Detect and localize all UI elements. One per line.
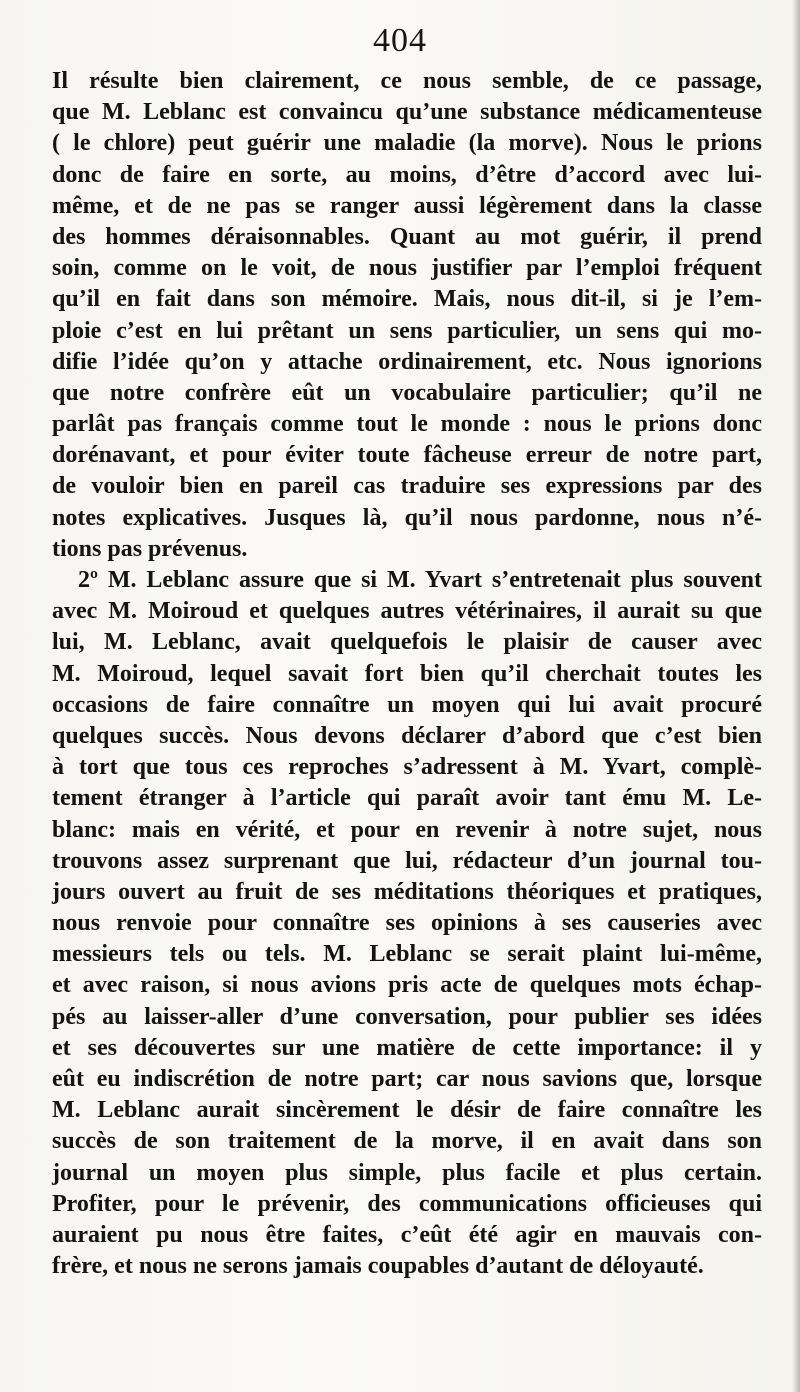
page-edge-shadow	[792, 0, 800, 1392]
text-line: dorénavant, et pour éviter toute fâcheuse erreur de notre part,	[52, 442, 762, 469]
text-line: difie l’idée qu’on y attache ordinairement, etc. Nous ignorions	[52, 348, 762, 375]
text-line: nous renvoie pour connaître ses opinions à ses causeries avec	[52, 910, 762, 937]
text-line: même, et de ne pas se ranger aussi légèrement dans la classe	[52, 192, 762, 219]
text-line: que notre confrère eût un vocabulaire particulier; qu’il ne	[52, 379, 762, 406]
text-line: notes explicatives. Jusques là, qu’il nous pardonne, nous n’é-	[52, 504, 762, 531]
text-line: Profiter, pour le prévenir, des communications officieuses qui	[52, 1190, 762, 1217]
text-line: M. Moiroud, lequel savait fort bien qu’il cherchait toutes les	[52, 660, 762, 687]
text-line: frère, et nous ne serons jamais coupables d’autant de déloyauté.	[52, 1253, 704, 1280]
text-line: jours ouvert au fruit de ses méditations théoriques et pratiques,	[52, 878, 762, 905]
text-line: pés au laisser-aller d’une conversation, pour publier ses idées	[52, 1003, 762, 1030]
text-line: et avec raison, si nous avions pris acte de quelques mots échap-	[52, 972, 762, 999]
text-line: avec M. Moiroud et quelques autres vétérinaires, il aurait su que	[52, 598, 762, 625]
body-text	[52, 66, 762, 1282]
text-line: journal un moyen plus simple, plus facile et plus certain.	[52, 1159, 762, 1186]
text-line: tions pas prévenus.	[52, 535, 248, 562]
text-line: quelques succès. Nous devons déclarer d’abord que c’est bien	[52, 722, 762, 749]
text-line: à tort que tous ces reproches s’adressent à M. Yvart, complè-	[52, 754, 762, 781]
text-line: eût eu indiscrétion de notre part; car nous savions que, lorsque	[52, 1066, 762, 1092]
text-line: trouvons assez surprenant que lui, rédacteur d’un journal tou-	[52, 847, 762, 874]
text-line: M. Leblanc aurait sincèrement le désir de faire connaître les	[52, 1097, 762, 1124]
text-line: parlât pas français comme tout le monde : nous le prions donc	[52, 411, 762, 438]
text-line: tement étranger à l’article qui paraît avoir tant ému M. Le-	[52, 785, 762, 812]
text-line: messieurs tels ou tels. M. Leblanc se serait plaint lui-même,	[52, 941, 762, 968]
text-line: que M. Leblanc est convaincu qu’une substance médicamenteuse	[52, 99, 762, 126]
text-line: soin, comme on le voit, de nous justifier par l’emploi fréquent	[52, 255, 762, 282]
text-line: occasions de faire connaître un moyen qui lui avait procuré	[52, 691, 762, 718]
text-line: lui, M. Leblanc, avait quelquefois le plaisir de causer avec	[52, 629, 762, 656]
text-line: donc de faire en sorte, au moins, d’être d’accord avec lui-	[52, 161, 762, 188]
page-number: 404	[373, 22, 427, 59]
text-line: qu’il en fait dans son mémoire. Mais, nous dit-il, si je l’em-	[52, 286, 762, 313]
text-line: blanc: mais en vérité, et pour en revenir à notre sujet, nous	[52, 816, 762, 843]
text-line: et ses découvertes sur une matière de cette importance: il y	[52, 1034, 762, 1061]
text-line: ( le chlore) peut guérir une maladie (la morve). Nous le prions	[52, 130, 762, 157]
text-line: Il résulte bien clairement, ce nous semble, de ce passage,	[52, 68, 762, 94]
text-line: de vouloir bien en pareil cas traduire ses expressions par des	[52, 473, 762, 500]
text-line: ploie c’est en lui prêtant un sens particulier, un sens qui mo-	[52, 317, 762, 344]
text-line: auraient pu nous être faites, c’eût été agir en mauvais con-	[52, 1221, 762, 1248]
text-line: des hommes déraisonnables. Quant au mot guérir, il prend	[52, 223, 762, 250]
text-line: succès de son traitement de la morve, il en avait dans son	[52, 1128, 762, 1155]
text-line: 2º M. Leblanc assure que si M. Yvart s’entretenait plus souvent	[78, 567, 762, 593]
